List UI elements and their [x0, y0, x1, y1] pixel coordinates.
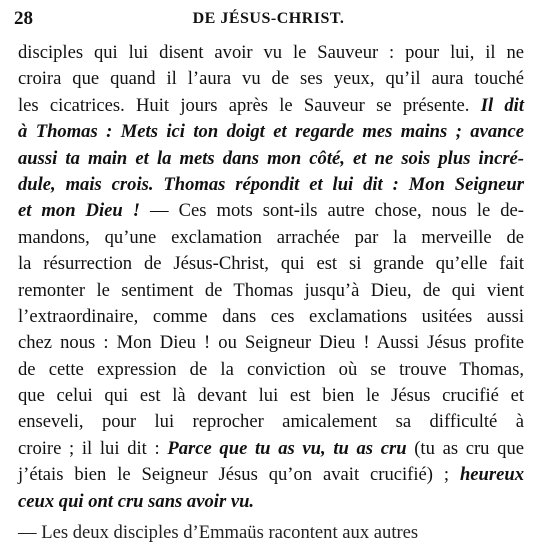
page-header	[14, 6, 523, 32]
text-line	[18, 93, 524, 119]
text-line	[18, 66, 524, 92]
text-line	[18, 251, 524, 277]
italic-segment: Parce que tu as vu, tu as cru	[167, 437, 407, 459]
italic-segment: et mon Dieu !	[18, 200, 140, 222]
text-segment: croire ; il lui dit :	[18, 437, 168, 459]
text-line	[18, 225, 524, 251]
italic-segment: dule, mais crois. Thomas répondit et lui dit : Mon Seigneur	[18, 173, 524, 195]
running-head: DE JÉSUS-CHRIST.	[192, 10, 345, 27]
text-segment: que celui qui est là devant lui est bien le Jésus crucifié et	[18, 385, 524, 407]
text-segment: remonter le sentiment de Thomas jusqu’à Dieu, de qui vient	[18, 279, 524, 301]
cut-off-line	[18, 522, 524, 543]
text-line	[18, 198, 524, 224]
text-line	[18, 172, 524, 198]
italic-segment: ceux qui ont cru sans avoir vu.	[18, 490, 255, 512]
text-segment: chez nous : Mon Dieu ! ou Seigneur Dieu ! Aussi Jésus profite	[18, 332, 524, 354]
text-segment: les cicatrices. Huit jours après le Sauveur se présente.	[18, 94, 481, 116]
italic-segment: heureux	[459, 464, 524, 486]
text-line	[18, 409, 524, 435]
italic-segment: Il dit	[480, 94, 525, 116]
text-segment: de cette expression de la conviction où se trouve Thomas,	[18, 358, 524, 380]
text-line	[18, 304, 524, 330]
italic-segment: aussi ta main et la mets dans mon côté, et ne sois plus incré-	[18, 147, 524, 169]
text-line	[18, 383, 524, 409]
body-paragraph	[18, 40, 524, 515]
text-segment: l’extraordinaire, comme dans ces exclamations usitées aussi	[18, 305, 524, 327]
text-segment: (tu as cru que	[406, 437, 525, 459]
text-segment: mandons, qu’une exclamation arrachée par la merveille de	[18, 226, 524, 248]
text-segment: la résurrection de Jésus-Christ, qui est si grande qu’elle fait	[18, 253, 524, 275]
text-line	[18, 146, 524, 172]
text-line	[18, 462, 524, 488]
text-segment: j’étais bien le Seigneur Jésus qu’on avait crucifié) ;	[18, 464, 460, 486]
text-line	[18, 40, 524, 66]
text-line	[18, 489, 524, 515]
page-number: 28	[14, 8, 33, 29]
text-line	[18, 330, 524, 356]
text-line	[18, 436, 524, 462]
text-segment: — Ces mots sont-ils autre chose, nous le de-	[140, 200, 524, 222]
text-segment: croira que quand il l’aura vu de ses yeux, qu’il aura touché	[18, 68, 524, 90]
cut-off-line-text: — Les deux disciples d’Emmaüs racontent aux autres	[18, 522, 419, 543]
text-line	[18, 278, 524, 304]
text-segment: enseveli, pour lui reprocher amicalement sa difficulté à	[18, 411, 524, 433]
text-line	[18, 119, 524, 145]
italic-segment: à Thomas : Mets ici ton doigt et regarde mes mains ; avance	[18, 121, 524, 143]
text-segment: disciples qui lui disent avoir vu le Sauveur : pour lui, il ne	[18, 42, 524, 63]
text-line	[18, 357, 524, 383]
